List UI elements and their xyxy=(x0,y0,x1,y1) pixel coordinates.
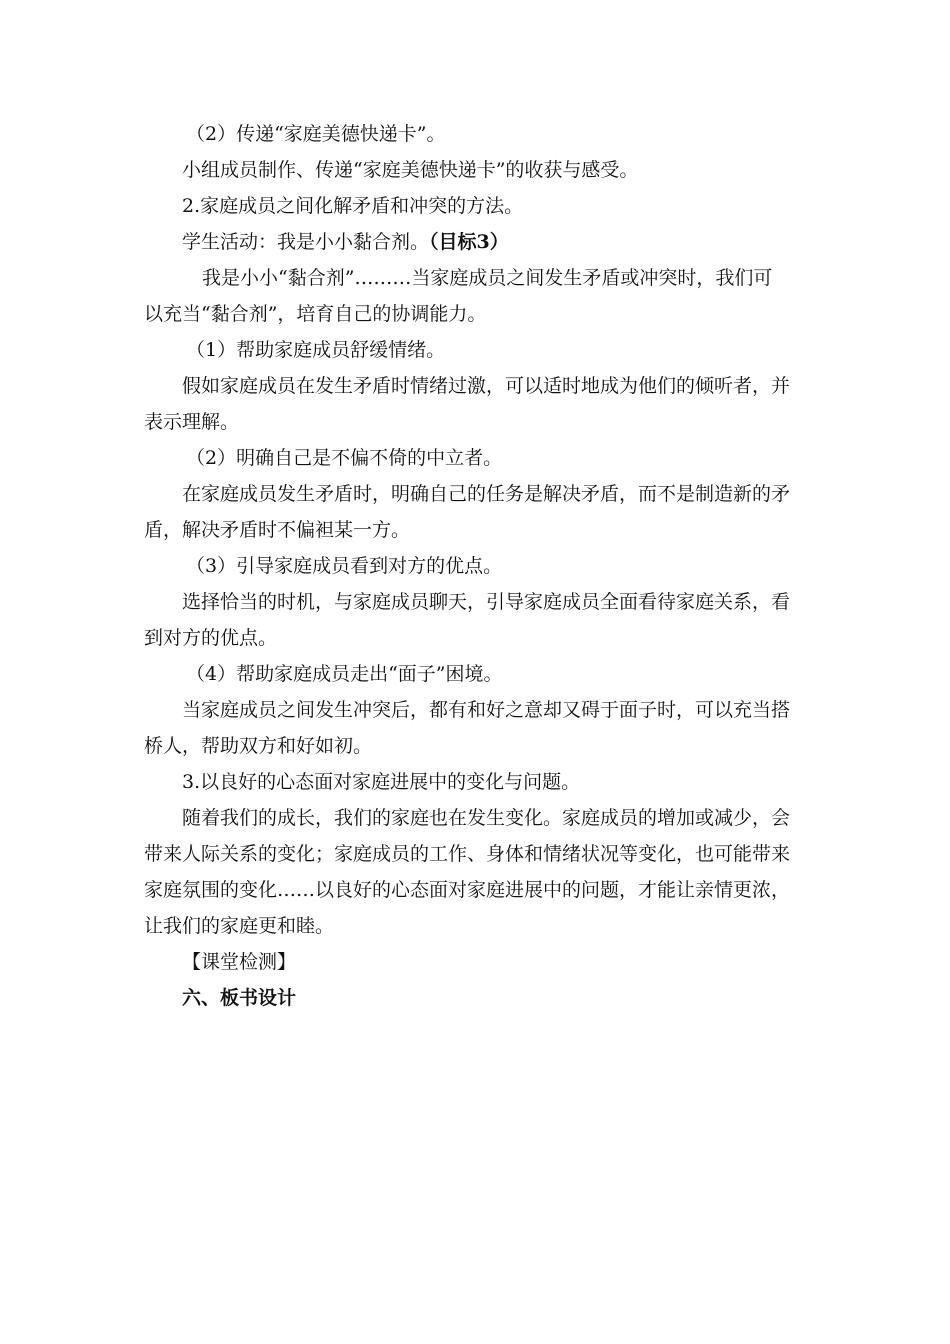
subheading-face-dilemma: （4）帮助家庭成员走出“面子”困境。 xyxy=(186,663,503,685)
section-heading-good-attitude: 3.以良好的心态面对家庭进展中的变化与问题。 xyxy=(182,771,581,793)
strengths-paragraph-line-2: 到对方的优点。 xyxy=(144,627,278,649)
glue-paragraph-line-1: 我是小小“黏合剂”………当家庭成员之间发生矛盾或冲突时，我们可 xyxy=(202,267,773,289)
subheading-see-strengths: （3）引导家庭成员看到对方的优点。 xyxy=(186,555,503,577)
student-activity-text: 学生活动：我是小小黏合剂。 xyxy=(182,231,430,253)
subheading-soothe-emotions: （1）帮助家庭成员舒缓情绪。 xyxy=(186,339,446,361)
objective-tag: （目标3） xyxy=(429,231,509,253)
section-heading-resolve-conflict: 2.家庭成员之间化解矛盾和冲突的方法。 xyxy=(182,195,524,217)
neutral-paragraph-line-2: 盾，解决矛盾时不偏袒某一方。 xyxy=(144,519,411,541)
document-body xyxy=(144,116,810,1016)
paragraph-card-reflection: 小组成员制作、传递“家庭美德快递卡”的收获与感受。 xyxy=(182,159,639,181)
glue-paragraph-line-2: 以充当“黏合剂”，培育自己的协调能力。 xyxy=(144,303,487,325)
face-paragraph-line-2: 桥人，帮助双方和好如初。 xyxy=(144,735,373,757)
subheading-pass-card: （2）传递“家庭美德快递卡”。 xyxy=(186,123,446,145)
attitude-paragraph-line-3: 家庭氛围的变化……以良好的心态面对家庭进展中的问题，才能让亲情更浓， xyxy=(144,879,791,901)
class-check-heading: 【课堂检测】 xyxy=(182,951,297,973)
strengths-paragraph-line-1: 选择恰当的时机，与家庭成员聊天，引导家庭成员全面看待家庭关系，看 xyxy=(182,591,791,613)
attitude-paragraph-line-4: 让我们的家庭更和睦。 xyxy=(144,915,335,937)
soothe-paragraph-line-2: 表示理解。 xyxy=(144,411,240,433)
attitude-paragraph-line-1: 随着我们的成长，我们的家庭也在发生变化。家庭成员的增加或减少，会 xyxy=(182,807,791,829)
attitude-paragraph-line-2: 带来人际关系的变化；家庭成员的工作、身体和情绪状况等变化，也可能带来 xyxy=(144,843,791,865)
neutral-paragraph-line-1: 在家庭成员发生矛盾时，明确自己的任务是解决矛盾，而不是制造新的矛 xyxy=(182,483,791,505)
soothe-paragraph-line-1: 假如家庭成员在发生矛盾时情绪过激，可以适时地成为他们的倾听者，并 xyxy=(182,375,791,397)
subheading-neutral-party: （2）明确自己是不偏不倚的中立者。 xyxy=(186,447,503,469)
student-activity-line xyxy=(144,224,810,260)
face-paragraph-line-1: 当家庭成员之间发生冲突后，都有和好之意却又碍于面子时，可以充当搭 xyxy=(182,699,791,721)
board-design-heading: 六、板书设计 xyxy=(182,987,297,1009)
